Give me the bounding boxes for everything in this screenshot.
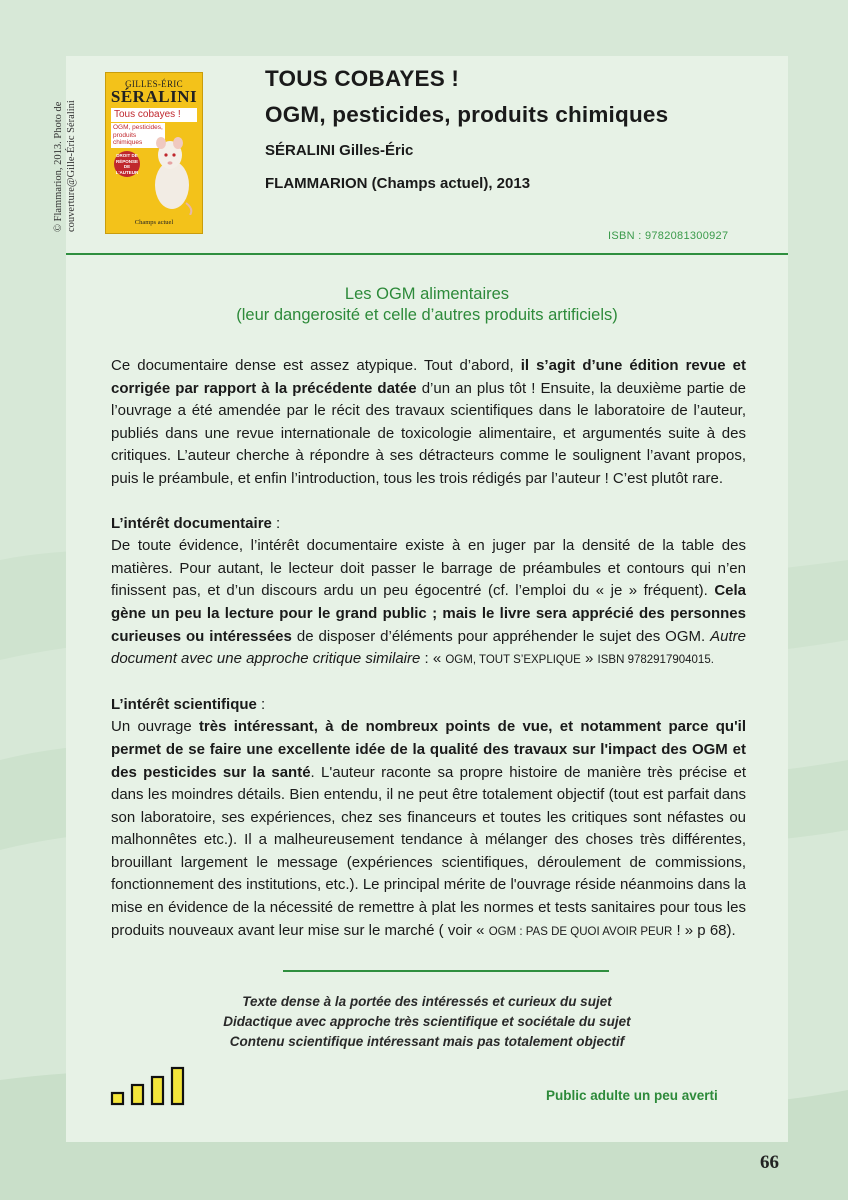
doc-interest-label-line	[111, 513, 746, 536]
photo-copyright	[52, 42, 78, 232]
level-bar-3	[152, 1077, 163, 1104]
text-run-bold: il s’agit d’une édition revue et corrigée par rapport à la précédente datée	[111, 357, 746, 397]
target-audience: Public adulte un peu averti	[546, 1088, 718, 1103]
summary-line-3: Contenu scientifique intéressant mais pas totalement objectif	[229, 1034, 625, 1049]
text-run-bold: Cela gène un peu la lecture pour le grand public ; mais le livre sera apprécié des personnes curieuses ou intéressées	[111, 582, 746, 645]
book-subtitle: OGM, pesticides, produits chimiques	[265, 102, 669, 127]
summary-divider	[283, 970, 609, 972]
level-bar-4	[172, 1068, 183, 1104]
book-title: TOUS COBAYES !	[265, 66, 460, 91]
cover-title: Tous cobayes !	[111, 108, 197, 122]
lab-rat-illustration	[146, 133, 196, 215]
related-book-isbn: ISBN 9782917904015.	[597, 654, 714, 667]
text-run: ! » p 68).	[672, 921, 736, 939]
summary-line-2: Didactique avec approche très scientifique et sociétale du sujet	[223, 1014, 631, 1029]
sci-interest-label-line	[111, 694, 746, 717]
text-run: :	[271, 514, 281, 532]
text-run: Ce documentaire dense est assez atypique. Tout d’abord,	[111, 357, 521, 374]
related-book-title: OGM : PAS DE QUOI AVOIR PEUR	[488, 925, 673, 938]
section-subheading: (leur dangerosité et celle d’autres produits artificiels)	[236, 306, 618, 324]
text-run-bold: très intéressant, à de nombreux points de vue, et notamment parce qu'il permet de se faire une excellente idée de la qualité des travaux sur l'impact des OGM et des pesticides sur la santé	[111, 718, 746, 781]
cover-author-first: GILLES-ÉRIC	[125, 79, 183, 89]
book-isbn: ISBN : 9782081300927	[608, 230, 729, 242]
review-body	[111, 355, 746, 943]
doc-interest-paragraph	[111, 535, 746, 672]
sci-interest-paragraph	[111, 716, 746, 943]
copyright-line-2: couverture@Gille-Éric Séralini	[66, 100, 77, 232]
cover-badge-text: DROIT DE RÉPONSE DE L'AUTEUR	[115, 153, 139, 175]
text-run-italic: Autre document avec une approche critique similaire	[111, 627, 746, 668]
book-cover-image	[105, 72, 203, 234]
level-bar-2	[132, 1085, 143, 1104]
text-run: . L'auteur raconte sa propre histoire de manière très précise et dans les moindres détails. Bien entendu, il ne peut être totalement objectif (tout est parfait dans son laboratoire, ses expériences, chez ses financeurs et toutes les critiques sont néfastes ou malhonnêtes etc.). Il a malheureusement tendance à mélanger des choses très différentes, brouillant largement le message (expériences scientifiques, déroulement de commissions, fonctionnement des institutions, etc.). Le principal mérite de l'ouvrage réside néanmoins dans la mise en évidence de la nécessité de remettre à plat les normes et tests sanitaires pour tous les produits nouveaux avant leur mise sur le marché ( voir «	[111, 763, 747, 939]
section-heading: Les OGM alimentaires	[344, 285, 510, 303]
doc-interest-label: L’intérêt documentaire	[111, 514, 272, 532]
cover-badge	[114, 151, 140, 177]
text-run: : «	[420, 650, 446, 668]
text-run: :	[256, 695, 266, 713]
cover-author-last: SÉRALINI	[110, 87, 198, 106]
header-divider	[66, 253, 788, 255]
book-author: SÉRALINI Gilles-Éric	[265, 142, 414, 159]
sci-interest-label: L’intérêt scientifique	[111, 695, 257, 713]
text-run: Un ouvrage	[111, 718, 199, 736]
review-intro-paragraph	[111, 355, 746, 491]
copyright-line-1: © Flammarion, 2013. Photo de	[53, 101, 64, 232]
related-book-title: OGM, TOUT S’EXPLIQUE	[445, 654, 581, 667]
level-bar-1	[112, 1093, 123, 1104]
book-publisher: FLAMMARION (Champs actuel), 2013	[265, 175, 531, 192]
text-run: De toute évidence, l’intérêt documentaire existe à en juger par la densité de la table des matières. Pour autant, le lecteur doit passer le barrage de préambules et contours qui n’en finissent pas, et d’un discours ardu un peu égocentré (cf. l’emploi du « je » fréquent).	[111, 537, 746, 600]
cover-collection: Champs actuel	[134, 219, 174, 226]
page-number: 66	[760, 1152, 779, 1173]
reading-level-indicator	[110, 1066, 190, 1106]
cover-subtitle: OGM, pesticides, produits chimiques	[111, 123, 165, 148]
text-run: »	[580, 650, 598, 668]
text-run: d’un an plus tôt ! Ensuite, la deuxième partie de l’ouvrage a été amendée par le récit des travaux scientifiques dans le laboratoire de l’auteur, publiés dans une revue internationale de toxicologie alimentaire, et argumentés suite à des critiques. L’auteur cherche à répondre à ses détracteurs comme le soulignent l’avant propos, puis le préambule, et enfin l’introduction, tous les trois rédigés par l’auteur ! C’est plutôt rare.	[111, 379, 746, 487]
text-run: de disposer d’éléments pour appréhender le sujet des OGM.	[291, 627, 711, 645]
summary-line-1: Texte dense à la portée des intéressés et curieux du sujet	[242, 994, 612, 1009]
